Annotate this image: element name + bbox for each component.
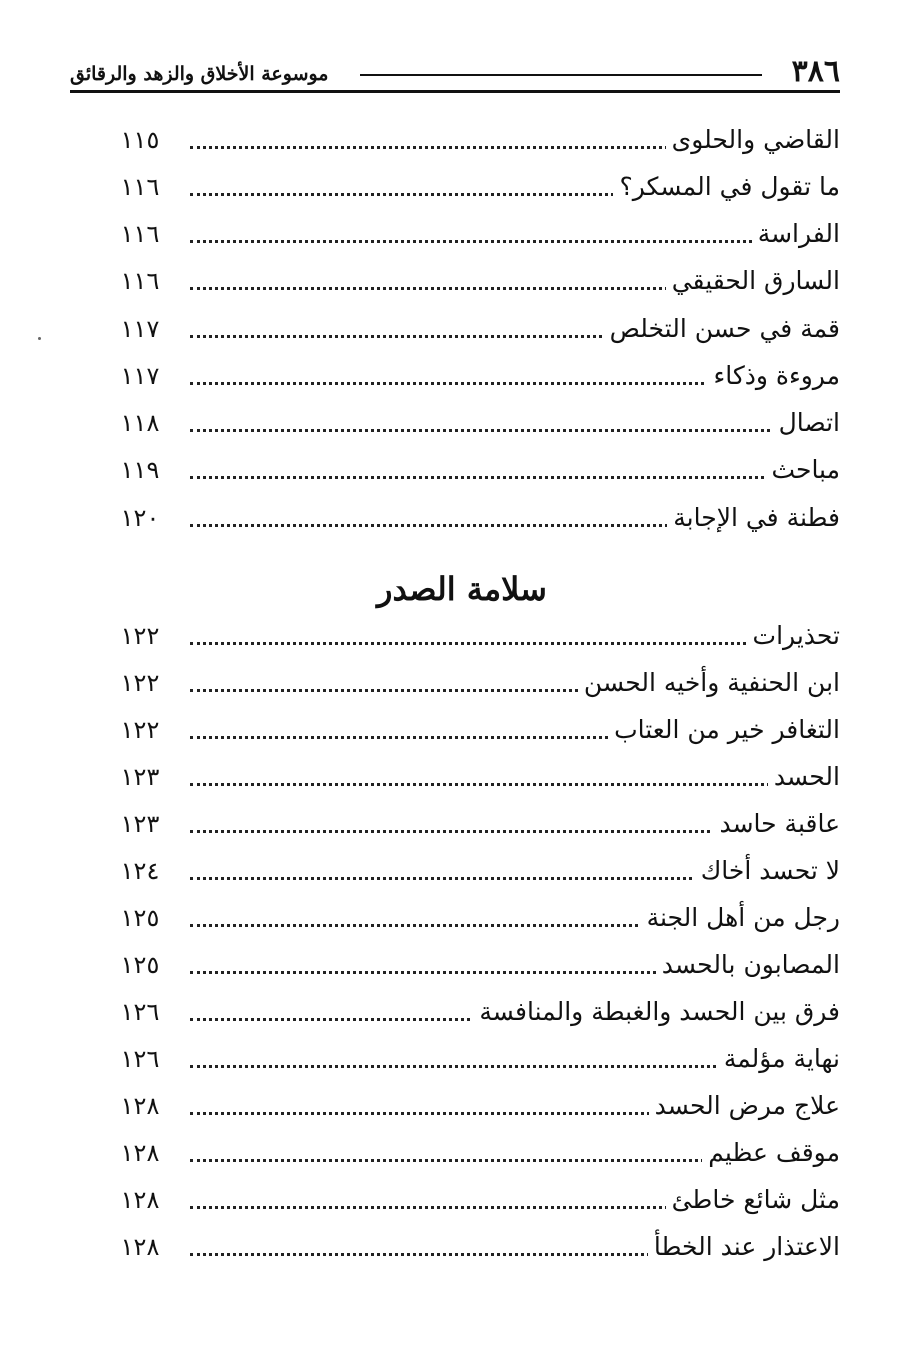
entry-title: القاضي والحلوى [666, 120, 840, 160]
entry-title: التغافر خير من العتاب [608, 710, 840, 750]
toc-entry [110, 261, 840, 301]
entry-title: المصابون بالحسد [656, 945, 840, 985]
toc-entry [110, 1180, 840, 1220]
entry-title: السارق الحقيقي [666, 261, 840, 301]
entry-page-number: ١٢٥ [120, 904, 160, 932]
entry-title: موقف عظيم [702, 1133, 840, 1173]
entry-title: رجل من أهل الجنة [641, 898, 840, 938]
entry-title: ما تقول في المسكر؟ [613, 167, 840, 207]
toc-entry [110, 616, 840, 656]
toc-entry [110, 167, 840, 207]
dot-leader [190, 429, 830, 432]
entry-page-number: ١٢٦ [120, 998, 160, 1026]
toc-entry [110, 309, 840, 349]
toc-entry [110, 214, 840, 254]
entry-title: قمة في حسن التخلص [604, 309, 840, 349]
entry-title: عاقبة حاسد [713, 804, 840, 844]
entry-title: الفراسة [752, 214, 840, 254]
stray-mark [38, 337, 41, 340]
entry-page-number: ١١٧ [120, 362, 160, 390]
entry-page-number: ١٢٥ [120, 951, 160, 979]
entry-page-number: ١٢٨ [120, 1092, 160, 1120]
toc-entry [110, 1227, 840, 1267]
toc-entry [110, 710, 840, 750]
entry-page-number: ١٢٢ [120, 716, 160, 744]
entry-page-number: ١١٧ [120, 315, 160, 343]
dot-leader [190, 783, 830, 786]
toc-entry [110, 450, 840, 490]
section-heading: سلامة الصدر [377, 570, 547, 608]
dot-leader [190, 476, 830, 479]
entry-page-number: ١١٨ [120, 409, 160, 437]
entry-page-number: ١٢٣ [120, 810, 160, 838]
entry-page-number: ١٢٢ [120, 622, 160, 650]
book-title: موسوعة الأخلاق والزهد والرقائق [70, 63, 329, 85]
entry-title: مباحث [765, 450, 840, 490]
entry-title: اتصال [773, 403, 840, 443]
dot-leader [190, 240, 830, 243]
entry-page-number: ١٢٣ [120, 763, 160, 791]
running-header [70, 56, 840, 92]
entry-page-number: ١٢٦ [120, 1045, 160, 1073]
entry-title: فرق بين الحسد والغبطة والمنافسة [473, 992, 840, 1032]
header-rule-short [360, 74, 762, 76]
entry-page-number: ١٢٨ [120, 1233, 160, 1261]
toc-entry [110, 1133, 840, 1173]
entry-title: الحسد [768, 757, 840, 797]
toc-entry [110, 403, 840, 443]
entry-title: ابن الحنفية وأخيه الحسن [578, 663, 840, 703]
toc-entry [110, 663, 840, 703]
page-number: ٣٨٦ [791, 54, 840, 89]
toc-entry [110, 992, 840, 1032]
toc-entry [110, 945, 840, 985]
entry-page-number: ١١٩ [120, 456, 160, 484]
entry-page-number: ١١٦ [120, 220, 160, 248]
entry-page-number: ١٢٢ [120, 669, 160, 697]
entry-title: الاعتذار عند الخطأ [648, 1227, 840, 1267]
toc-entry [110, 851, 840, 891]
entry-page-number: ١٢٨ [120, 1139, 160, 1167]
entry-page-number: ١١٦ [120, 267, 160, 295]
entry-title: لا تحسد أخاك [695, 851, 840, 891]
toc-entry [110, 120, 840, 160]
entry-page-number: ١٢٠ [120, 504, 160, 532]
entry-title: علاج مرض الحسد [649, 1086, 840, 1126]
toc-entry [110, 356, 840, 396]
dot-leader [190, 642, 830, 645]
toc-entry [110, 898, 840, 938]
toc-entry [110, 1039, 840, 1079]
toc-entry [110, 498, 840, 538]
entry-title: مثل شائع خاطئ [666, 1180, 840, 1220]
entry-page-number: ١٢٤ [120, 857, 160, 885]
entry-title: فطنة في الإجابة [667, 498, 840, 538]
entry-title: نهاية مؤلمة [718, 1039, 840, 1079]
toc-entry [110, 757, 840, 797]
entry-title: مروءة وذكاء [707, 356, 840, 396]
toc-entry [110, 1086, 840, 1126]
entry-page-number: ١٢٨ [120, 1186, 160, 1214]
toc-entry [110, 804, 840, 844]
entry-page-number: ١١٥ [120, 126, 160, 154]
entry-title: تحذيرات [747, 616, 840, 656]
header-rule [70, 90, 840, 93]
entry-page-number: ١١٦ [120, 173, 160, 201]
